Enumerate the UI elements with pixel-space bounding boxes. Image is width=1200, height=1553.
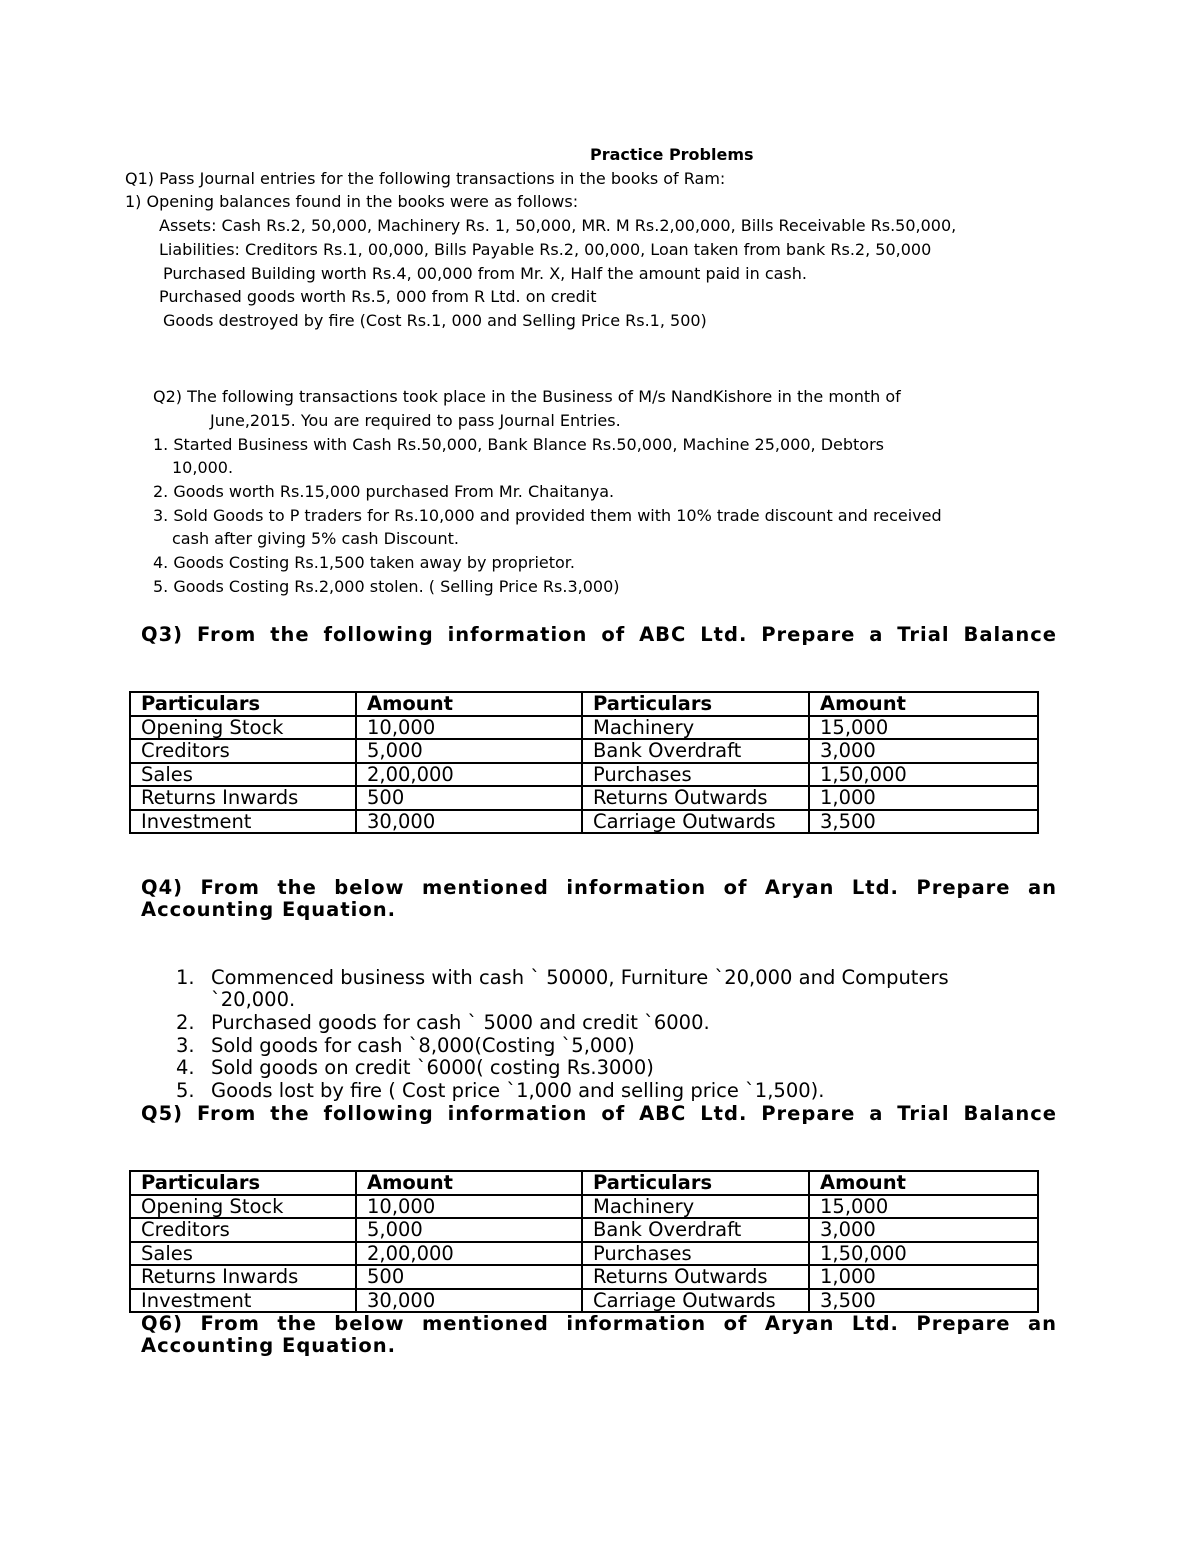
table-cell: 3,500 [809,1289,1038,1313]
table-row [130,786,1038,810]
q2-heading-line2: June,2015. You are required to pass Journal Entries. [210,411,621,430]
q3-trial-balance-table [129,691,1039,834]
table-cell: 500 [356,1265,582,1289]
q2-item-2: 2. Goods worth Rs.15,000 purchased From Mr. Chaitanya. [153,482,615,501]
q1-item-1: 1) Opening balances found in the books were as follows: [125,192,579,211]
header-particulars: Particulars [582,692,809,716]
q3-heading: Q3) From the following information of ABC Ltd. Prepare a Trial Balance [141,623,1057,646]
table-cell: 15,000 [809,1195,1038,1219]
table-cell: Bank Overdraft [582,739,809,763]
q1-building: Purchased Building worth Rs.4, 00,000 from Mr. X, Half the amount paid in cash. [163,264,807,283]
q5-heading: Q5) From the following information of ABC Ltd. Prepare a Trial Balance [141,1102,1057,1125]
table-cell: 3,500 [809,810,1038,834]
table-row [130,1195,1038,1219]
table-cell: Carriage Outwards [582,1289,809,1313]
header-particulars: Particulars [130,692,356,716]
q2-heading-line1: Q2) The following transactions took place in the Business of M/s NandKishore in the month of [153,387,901,406]
table-cell: 1,000 [809,786,1038,810]
table-cell: Purchases [582,763,809,787]
table-cell: 1,50,000 [809,763,1038,787]
q4-item-4: Sold goods on credit `6000( costing Rs.3000) [211,1056,654,1079]
q4-item-5: Goods lost by fire ( Cost price `1,000 and selling price `1,500). [211,1079,825,1102]
table-cell: 2,00,000 [356,763,582,787]
table-cell: Purchases [582,1242,809,1266]
table-cell: 30,000 [356,810,582,834]
table-cell: Machinery [582,1195,809,1219]
table-row [130,1289,1038,1313]
table-cell: 1,000 [809,1265,1038,1289]
q6-heading-line2: Accounting Equation. [141,1334,397,1357]
q1-assets: Assets: Cash Rs.2, 50,000, Machinery Rs. 1, 50,000, MR. M Rs.2,00,000, Bills Receivable Rs.50,000, [159,216,957,235]
q2-item-3-line2: cash after giving 5% cash Discount. [172,529,459,548]
table-cell: 5,000 [356,739,582,763]
q4-item-5-number: 5. [176,1079,195,1102]
q1-goods: Purchased goods worth Rs.5, 000 from R Ltd. on credit [159,287,597,306]
table-cell: 10,000 [356,1195,582,1219]
q4-item-1-line1: Commenced business with cash ` 50000, Furniture `20,000 and Computers [211,966,949,989]
header-particulars: Particulars [130,1171,356,1195]
q6-heading [141,1313,1057,1357]
table-cell: Returns Outwards [582,1265,809,1289]
table-cell: Machinery [582,716,809,740]
page-title: Practice Problems [590,145,754,164]
table-row [130,716,1038,740]
table-cell: 3,000 [809,739,1038,763]
table-cell: Creditors [130,739,356,763]
q4-heading-line2: Accounting Equation. [141,898,397,921]
q2-item-5: 5. Goods Costing Rs.2,000 stolen. ( Selling Price Rs.3,000) [153,577,620,596]
table-cell: 5,000 [356,1218,582,1242]
table-cell: Returns Inwards [130,1265,356,1289]
table-cell: Returns Outwards [582,786,809,810]
q5-trial-balance-table [129,1170,1039,1313]
table-cell: Opening Stock [130,1195,356,1219]
table-cell: Sales [130,1242,356,1266]
table-row [130,1218,1038,1242]
q2-item-1-line1: 1. Started Business with Cash Rs.50,000, Bank Blance Rs.50,000, Machine 25,000, Debtors [153,435,885,454]
table-cell: 3,000 [809,1218,1038,1242]
table-header-row [130,1171,1038,1195]
q4-item-2: Purchased goods for cash ` 5000 and credit `6000. [211,1011,710,1034]
q4-item-2-number: 2. [176,1011,195,1034]
q1-liabilities: Liabilities: Creditors Rs.1, 00,000, Bills Payable Rs.2, 00,000, Loan taken from bank Rs.2, 50,000 [159,240,932,259]
table-cell: Bank Overdraft [582,1218,809,1242]
q6-heading-line1: Q6) From the below mentioned information of Aryan Ltd. Prepare an [141,1312,1057,1335]
table-cell: 500 [356,786,582,810]
table-cell: Creditors [130,1218,356,1242]
header-amount: Amount [356,692,582,716]
table-cell: 15,000 [809,716,1038,740]
table-row [130,739,1038,763]
q1-fire: Goods destroyed by fire (Cost Rs.1, 000 and Selling Price Rs.1, 500) [163,311,707,330]
q2-item-1-line2: 10,000. [172,458,234,477]
table-cell: Sales [130,763,356,787]
table-cell: 2,00,000 [356,1242,582,1266]
table-header-row [130,692,1038,716]
q4-item-1-line2: `20,000. [211,988,296,1011]
table-row [130,763,1038,787]
table-cell: Investment [130,1289,356,1313]
header-particulars: Particulars [582,1171,809,1195]
q4-item-3: Sold goods for cash `8,000(Costing `5,000) [211,1034,635,1057]
q4-item-3-number: 3. [176,1034,195,1057]
table-cell: Carriage Outwards [582,810,809,834]
table-cell: Returns Inwards [130,786,356,810]
q1-heading: Q1) Pass Journal entries for the following transactions in the books of Ram: [125,169,726,188]
q4-item-1-number: 1. [176,966,195,989]
header-amount: Amount [809,1171,1038,1195]
table-row [130,810,1038,834]
header-amount: Amount [809,692,1038,716]
header-amount: Amount [356,1171,582,1195]
q4-item-4-number: 4. [176,1056,195,1079]
table-cell: Investment [130,810,356,834]
table-row [130,1242,1038,1266]
table-cell: 30,000 [356,1289,582,1313]
q2-item-3-line1: 3. Sold Goods to P traders for Rs.10,000 and provided them with 10% trade discount and received [153,506,942,525]
q4-heading [141,877,1057,921]
q4-heading-line1: Q4) From the below mentioned information of Aryan Ltd. Prepare an [141,876,1057,899]
table-row [130,1265,1038,1289]
q2-item-4: 4. Goods Costing Rs.1,500 taken away by proprietor. [153,553,575,572]
table-cell: Opening Stock [130,716,356,740]
table-cell: 1,50,000 [809,1242,1038,1266]
table-cell: 10,000 [356,716,582,740]
